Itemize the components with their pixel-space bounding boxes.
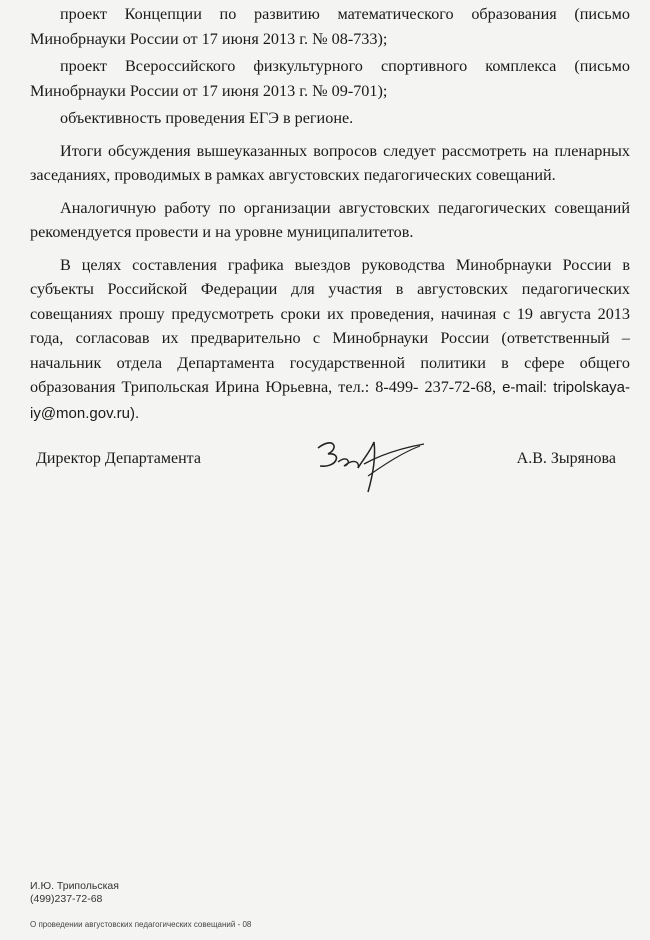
paragraph-results: Итоги обсуждения вышеуказанных вопросов следует рассмотреть на пленарных заседаниях, проводимых в рамках августовских педагогических совещаний. (30, 141, 630, 184)
signatory-title: Директор Департамента (36, 450, 201, 467)
letter-body (30, 2, 630, 434)
executor-info (30, 880, 119, 906)
paragraph-municipal: Аналогичную работу по организации августовских педагогических совещаний рекомендуется провести и на уровне муниципалитетов. (30, 198, 630, 241)
contact-email: e-mail: tripolskaya-iy@mon.gov.ru). (30, 379, 630, 422)
executor-phone: (499)237-72-68 (30, 893, 103, 905)
executor-name: И.Ю. Трипольская (30, 880, 119, 892)
paragraph-math-concept: проект Концепции по развитию математического образования (письмо Минобрнауки России от 17 июня 2013 г. № 08-733); (30, 5, 630, 48)
paragraph-sports-complex: проект Всероссийского физкультурного спортивного комплекса (письмо Минобрнауки России от 17 июня 2013 г. № 09-701); (30, 57, 630, 100)
signature-row (36, 450, 616, 474)
document-footnote: О проведении августовских педагогических совещаний - 08 (30, 920, 252, 929)
paragraph-schedule (30, 253, 630, 427)
schedule-text: В целях составления графика выездов руководства Минобрнауки России в субъекты Российской Федерации для участия в августовских педагогических совещаниях прошу предусмотреть сроки их проведения, начиная с 19 августа 2013 года, согласовав их предварительно с Минобрнауки России (ответственный – начальник отдела Департамента государственной политики в сфере общего образования Трипольская Ирина Юрьевна, тел.: 8-499- 237-72-68, (30, 255, 630, 396)
signatory-name: А.В. Зырянова (516, 450, 616, 467)
paragraph-ege: объективность проведения ЕГЭ в регионе. (60, 109, 354, 127)
